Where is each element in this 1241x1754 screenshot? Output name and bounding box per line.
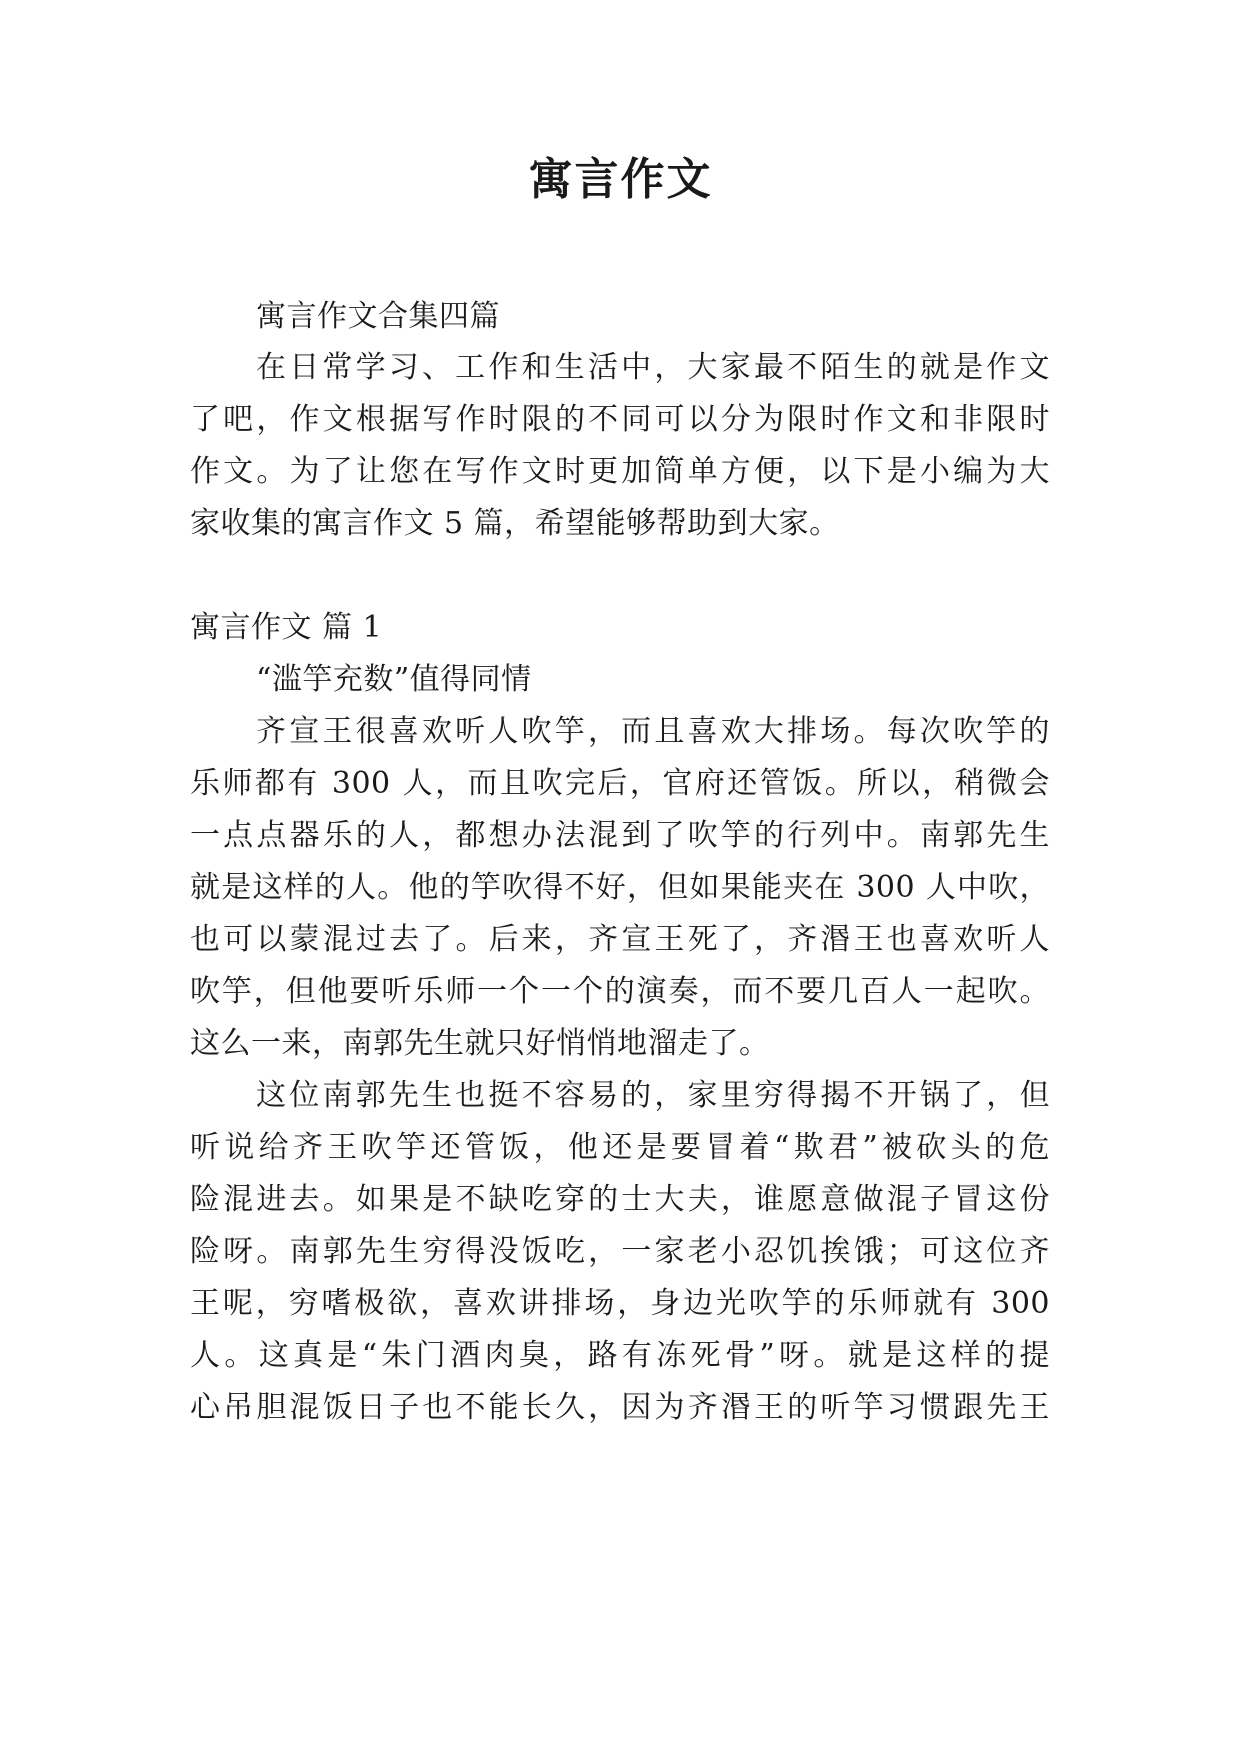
text-line: 险呀。南郭先生穷得没饭吃，一家老小忍饥挨饿；可这位齐 xyxy=(190,1234,1050,1269)
text-line: 齐宣王很喜欢听人吹竽，而且喜欢大排场。每次吹竽的 xyxy=(256,714,1050,749)
text-line: 乐师都有 300 人，而且吹完后，官府还管饭。所以，稍微会 xyxy=(190,766,1050,801)
text-line: 也可以蒙混过去了。后来，齐宣王死了，齐湣王也喜欢听人 xyxy=(190,922,1050,957)
text-line: 作文。为了让您在写作文时更加简单方便，以下是小编为大 xyxy=(190,454,1050,489)
text-line: 就是这样的人。他的竽吹得不好，但如果能夹在 300 人中吹， xyxy=(190,870,1050,905)
text-line: 在日常学习、工作和生活中，大家最不陌生的就是作文 xyxy=(256,350,1050,385)
text-line: 人。这真是“朱门酒肉臭，路有冻死骨”呀。就是这样的提 xyxy=(190,1338,1050,1373)
text-line: 王呢，穷嗜极欲，喜欢讲排场，身边光吹竽的乐师就有 300 xyxy=(190,1286,1050,1321)
text-line: 家收集的寓言作文 5 篇，希望能够帮助到大家。 xyxy=(190,506,840,541)
text-line: 吹竽，但他要听乐师一个一个的演奏，而不要几百人一起吹。 xyxy=(190,974,1050,1009)
text-line: 险混进去。如果是不缺吃穿的士大夫，谁愿意做混子冒这份 xyxy=(190,1182,1050,1217)
text-line: 这位南郭先生也挺不容易的，家里穷得揭不开锅了，但 xyxy=(256,1078,1050,1113)
text-line: 心吊胆混饭日子也不能长久，因为齐湣王的听竽习惯跟先王 xyxy=(190,1390,1050,1425)
text-line: 听说给齐王吹竽还管饭，他还是要冒着“欺君”被砍头的危 xyxy=(190,1130,1050,1165)
text-line: 寓言作文 篇 1 xyxy=(190,610,383,645)
text-line: 了吧，作文根据写作时限的不同可以分为限时作文和非限时 xyxy=(190,402,1050,437)
document-title: 寓言作文 xyxy=(528,154,713,205)
text-line: “滥竽充数”值得同情 xyxy=(256,662,532,697)
text-line: 寓言作文合集四篇 xyxy=(256,299,500,334)
text-line: 这么一来，南郭先生就只好悄悄地溜走了。 xyxy=(190,1026,770,1061)
text-line: 一点点器乐的人，都想办法混到了吹竽的行列中。南郭先生 xyxy=(190,818,1050,853)
